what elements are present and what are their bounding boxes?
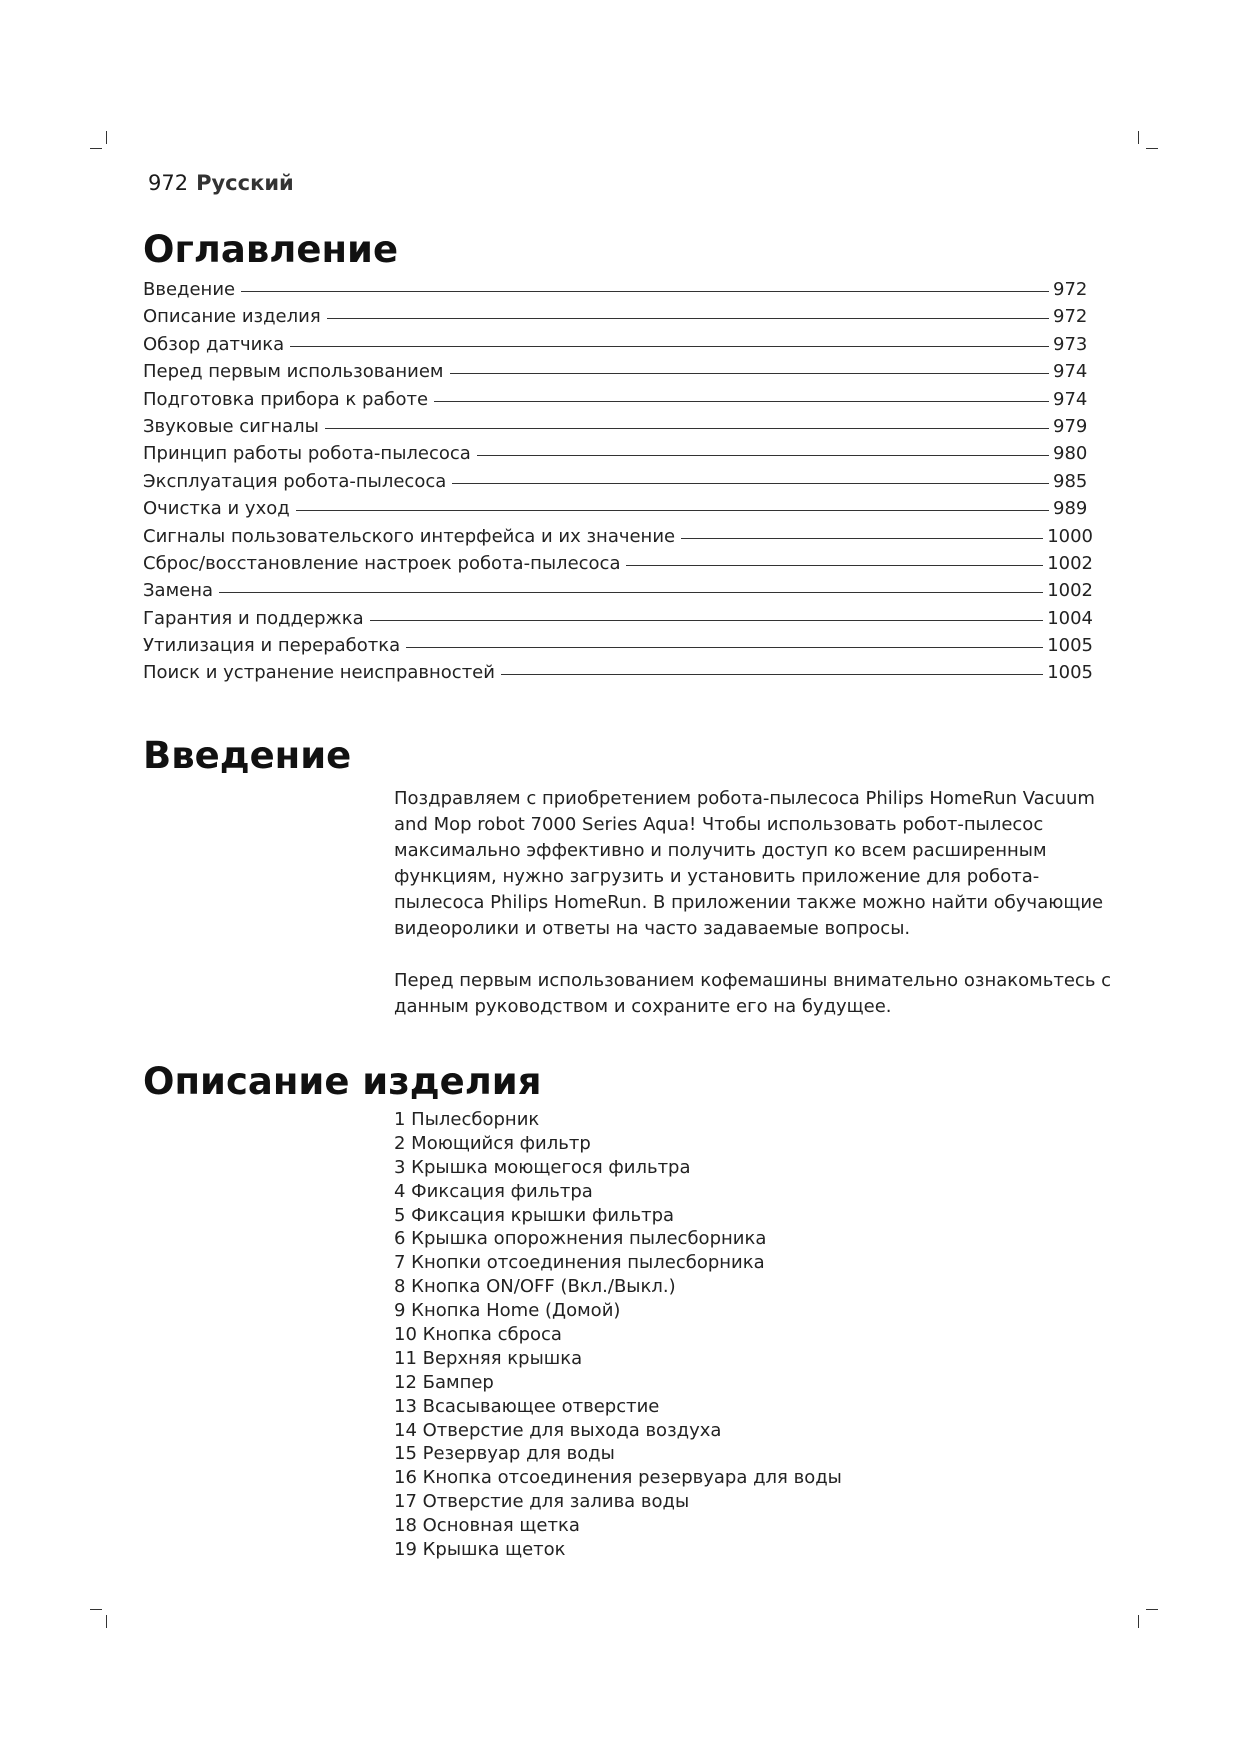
language-label: Русский: [196, 171, 294, 195]
toc-leader-line: [325, 428, 1049, 429]
toc-entry-title: Описание изделия: [143, 306, 321, 328]
page-header: [148, 171, 294, 195]
crop-mark: [1138, 131, 1139, 144]
toc-leader-line: [406, 647, 1043, 648]
toc-entry-title: Перед первым использованием: [143, 361, 444, 383]
toc-heading: Оглавление: [143, 228, 399, 271]
toc-entry-title: Введение: [143, 279, 236, 300]
toc-entry-page: 1005: [1047, 635, 1093, 657]
intro-heading: Введение: [143, 734, 352, 777]
toc-entry-title: Сигналы пользовательского интерфейса и их значение: [143, 525, 676, 547]
parts-list-item: 17 Отверстие для залива воды: [394, 1491, 690, 1513]
parts-list-item: 2 Моющийся фильтр: [394, 1132, 591, 1154]
toc-entry-title: Утилизация и переработка: [143, 635, 401, 657]
toc-entry: [143, 306, 1093, 333]
parts-list-item: 1 Пылесборник: [394, 1109, 540, 1130]
parts-list: [394, 1108, 842, 1562]
toc-leader-line: [290, 346, 1049, 347]
toc-leader-line: [626, 565, 1043, 566]
crop-mark: [106, 1615, 107, 1628]
parts-list-item: 4 Фиксация фильтра: [394, 1180, 593, 1202]
toc-entry-page: 979: [1053, 415, 1088, 437]
toc-entry: [143, 498, 1093, 525]
parts-list-item: 12 Бампер: [394, 1371, 494, 1393]
toc-leader-line: [501, 674, 1043, 675]
parts-list-item: 11 Верхняя крышка: [394, 1347, 583, 1369]
toc-entry-title: Гарантия и поддержка: [143, 607, 364, 629]
toc-leader-line: [219, 592, 1043, 593]
toc-entry-title: Сброс/восстановление настроек робота-пылесоса: [143, 552, 621, 574]
toc-entry-page: 972: [1053, 306, 1088, 328]
toc-entry-title: Звуковые сигналы: [143, 415, 319, 437]
intro-body: [394, 786, 1114, 1046]
toc-entry-page: 985: [1053, 470, 1088, 492]
description-heading: Описание изделия: [143, 1060, 542, 1103]
parts-list-item: 18 Основная щетка: [394, 1515, 580, 1537]
toc-entry-title: Эксплуатация робота-пылесоса: [143, 470, 447, 492]
toc-entry: [143, 389, 1093, 416]
toc-entry-page: 989: [1053, 498, 1088, 520]
toc-entry-title: Подготовка прибора к работе: [143, 388, 429, 410]
toc-entry: [143, 553, 1093, 580]
parts-list-item: 19 Крышка щеток: [394, 1539, 566, 1561]
page-number: 972: [148, 171, 189, 195]
toc-leader-line: [296, 510, 1049, 511]
toc-entry: [143, 662, 1093, 689]
parts-list-item: 8 Кнопка ON/OFF (Вкл./Выкл.): [394, 1276, 676, 1298]
toc-leader-line: [327, 318, 1049, 319]
intro-paragraph: Поздравляем с приобретением робота-пылесоса Philips HomeRun Vacuum and Mop robot 7000 Series Aqua! Чтобы использовать робот-пылесос максимально эффективно и получить доступ ко всем расширенным функциям, нужно загрузить и установить приложение для робота-пылесоса Philips HomeRun. В приложении также можно найти обучающие видеоролики и ответы на часто задаваемые вопросы.: [394, 788, 1104, 939]
toc-entry: [143, 471, 1093, 498]
toc-entry-title: Замена: [143, 580, 214, 602]
toc-leader-line: [477, 455, 1049, 456]
crop-mark: [90, 1609, 102, 1610]
toc-leader-line: [241, 291, 1049, 292]
crop-mark: [106, 131, 107, 144]
toc-entry-title: Принцип работы робота-пылесоса: [143, 443, 471, 465]
toc-leader-line: [450, 373, 1050, 374]
toc-entry-page: 974: [1053, 361, 1088, 383]
parts-list-item: 16 Кнопка отсоединения резервуара для воды: [394, 1467, 842, 1489]
toc-entry-title: Очистка и уход: [143, 498, 290, 520]
crop-mark: [90, 148, 102, 149]
parts-list-item: 5 Фиксация крышки фильтра: [394, 1204, 675, 1226]
toc-entry: [143, 361, 1093, 388]
toc-entry: [143, 416, 1093, 443]
toc-entry-page: 1005: [1047, 662, 1093, 684]
parts-list-item: 7 Кнопки отсоединения пылесборника: [394, 1252, 765, 1274]
toc-entry-page: 1002: [1047, 552, 1093, 574]
parts-list-item: 6 Крышка опорожнения пылесборника: [394, 1228, 767, 1250]
parts-list-item: 10 Кнопка сброса: [394, 1324, 562, 1346]
toc-entry: [143, 635, 1093, 662]
toc-entry: [143, 443, 1093, 470]
toc-leader-line: [434, 401, 1049, 402]
crop-mark: [1146, 1609, 1158, 1610]
toc-entry-page: 1004: [1047, 607, 1093, 629]
toc-entry: [143, 608, 1093, 635]
toc-entry-page: 973: [1053, 333, 1088, 355]
toc-entry-page: 980: [1053, 443, 1088, 465]
table-of-contents: [143, 279, 1093, 690]
crop-mark: [1146, 148, 1158, 149]
toc-entry-title: Поиск и устранение неисправностей: [143, 662, 495, 684]
toc-entry: [143, 526, 1093, 553]
parts-list-item: 3 Крышка моющегося фильтра: [394, 1156, 691, 1178]
toc-entry: [143, 279, 1093, 306]
toc-leader-line: [452, 483, 1049, 484]
parts-list-item: 13 Всасывающее отверстие: [394, 1395, 660, 1417]
crop-mark: [1138, 1615, 1139, 1628]
toc-entry-page: 1000: [1047, 525, 1093, 547]
toc-leader-line: [370, 620, 1044, 621]
parts-list-item: 15 Резервуар для воды: [394, 1443, 615, 1465]
toc-entry-title: Обзор датчика: [143, 333, 285, 355]
toc-entry: [143, 580, 1093, 607]
toc-entry-page: 974: [1053, 388, 1088, 410]
parts-list-item: 14 Отверстие для выхода воздуха: [394, 1419, 722, 1441]
toc-entry-page: 1002: [1047, 580, 1093, 602]
toc-entry-page: 972: [1053, 279, 1088, 300]
toc-leader-line: [681, 538, 1043, 539]
intro-paragraph: Перед первым использованием кофемашины внимательно ознакомьтесь с данным руководством и сохраните его на будущее.: [394, 970, 1112, 1017]
toc-entry: [143, 334, 1093, 361]
parts-list-item: 9 Кнопка Home (Домой): [394, 1300, 621, 1322]
